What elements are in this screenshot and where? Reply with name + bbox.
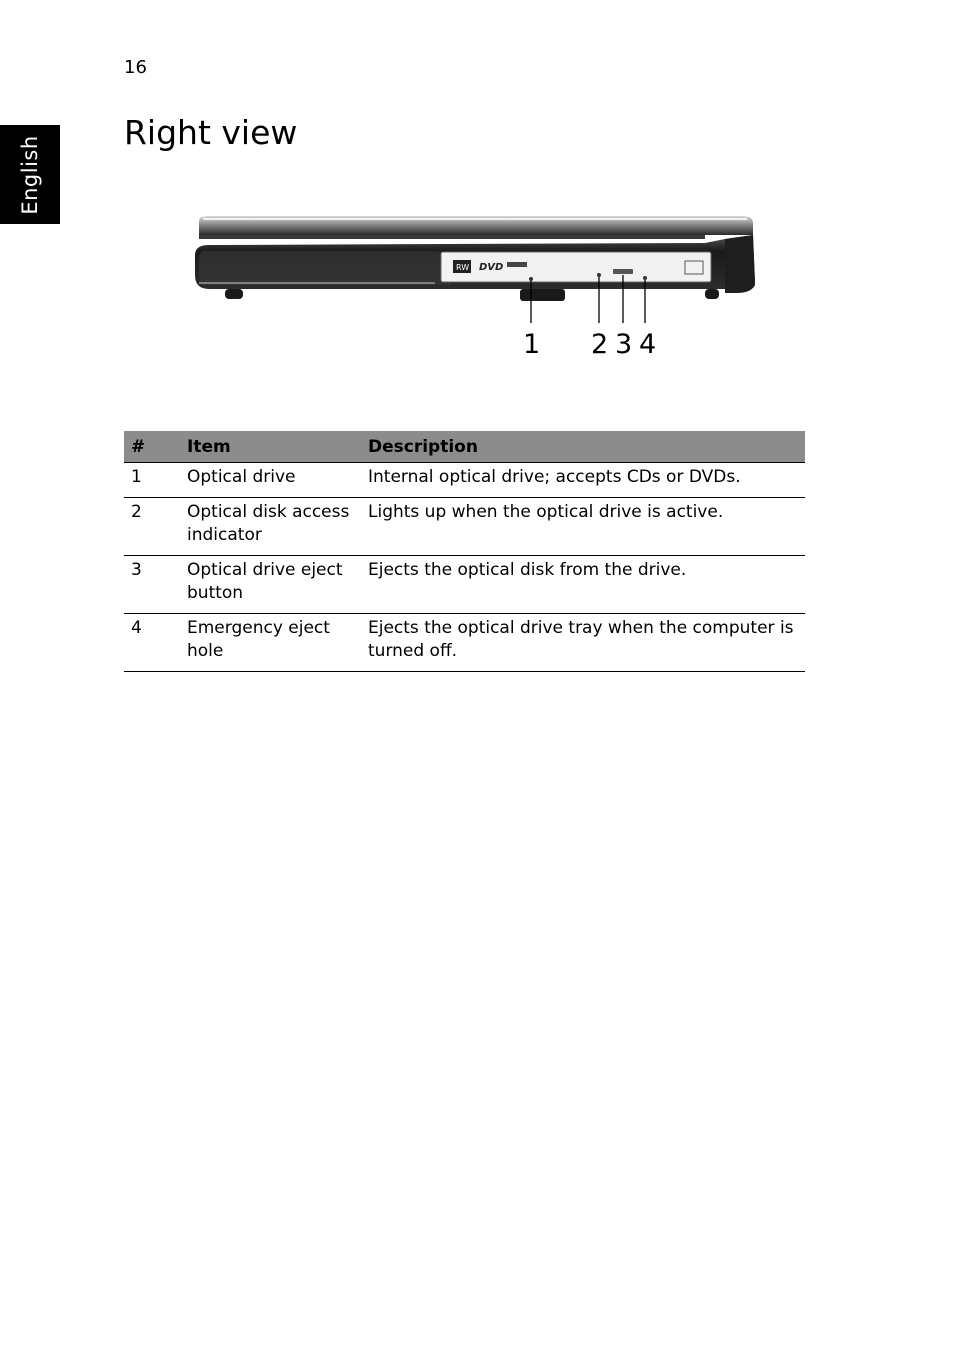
laptop-right-side-illustration [185, 205, 770, 365]
row-item: Optical drive eject button [180, 556, 361, 614]
row-number: 3 [124, 556, 180, 614]
row-description: Internal optical drive; accepts CDs or DVDs. [361, 463, 805, 498]
row-description: Ejects the optical drive tray when the computer is turned off. [361, 614, 805, 672]
header-number: # [124, 431, 180, 463]
components-table [124, 431, 805, 672]
callout-2: 2 [591, 329, 609, 360]
row-item: Optical drive [180, 463, 361, 498]
row-description: Ejects the optical disk from the drive. [361, 556, 805, 614]
laptop-right-view-figure [185, 205, 770, 365]
row-item: Optical disk access indicator [180, 498, 361, 556]
svg-text:RW: RW [456, 263, 470, 272]
row-number: 2 [124, 498, 180, 556]
row-item: Emergency eject hole [180, 614, 361, 672]
svg-text:DVD: DVD [479, 262, 504, 273]
language-tab-label: English [18, 135, 42, 215]
table-header-row [124, 431, 805, 463]
language-tab [0, 125, 60, 224]
page-number: 16 [124, 57, 147, 78]
callout-3: 3 [615, 329, 633, 360]
callout-4: 4 [639, 329, 657, 360]
callout-1: 1 [523, 329, 541, 360]
row-number: 1 [124, 463, 180, 498]
header-item: Item [180, 431, 361, 463]
table-row [124, 463, 805, 498]
page-title: Right view [124, 113, 298, 152]
table-row [124, 614, 805, 672]
row-description: Lights up when the optical drive is active. [361, 498, 805, 556]
table-row [124, 556, 805, 614]
row-number: 4 [124, 614, 180, 672]
table-row [124, 498, 805, 556]
header-description: Description [361, 431, 805, 463]
